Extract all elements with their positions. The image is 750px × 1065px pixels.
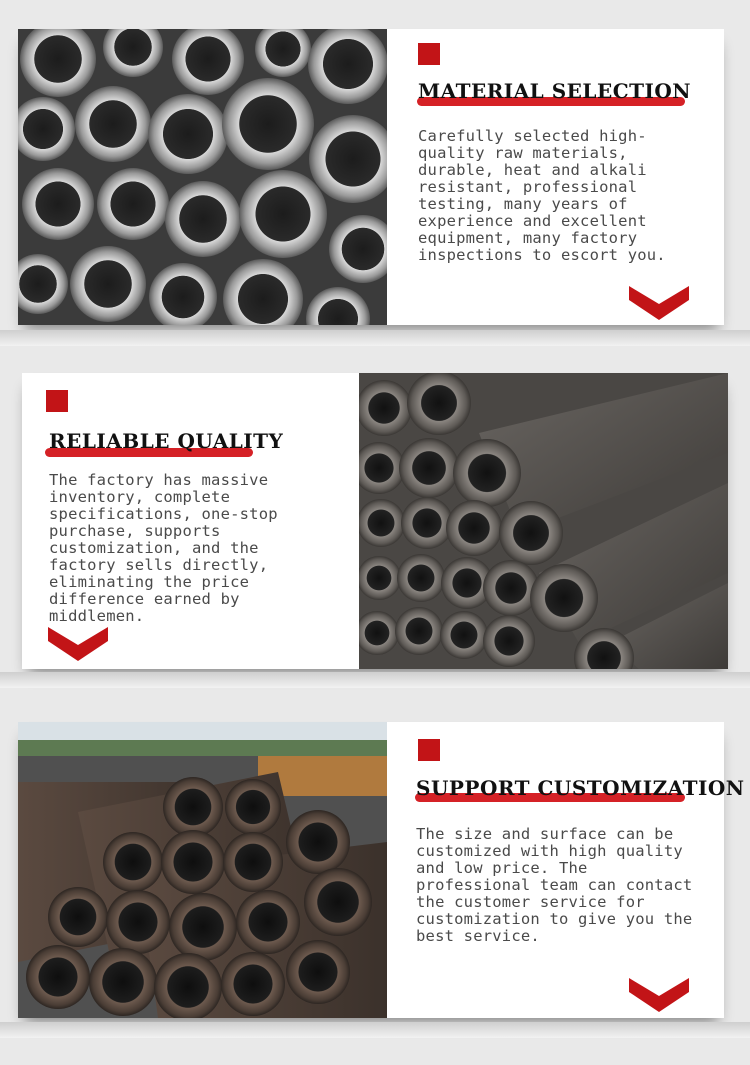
chevron-down-icon[interactable] [629,978,689,1012]
section-description: Carefully selected high-quality raw materials, durable, heat and alkali resistant, professional testing, many years of experience and excellent equipment, many factory inspections to escort you. [418,127,666,264]
section-divider [0,1022,750,1038]
red-square-icon [418,43,440,65]
chevron-down-icon[interactable] [629,286,689,320]
red-square-icon [46,390,68,412]
steel-pipe-stack-photo [359,373,728,669]
section-title: MATERIAL SELECTION [418,79,692,103]
steel-pipe-ends-photo [18,29,387,325]
section-text-column [387,29,724,325]
section-support-customization [18,722,745,1018]
section-text-column [22,373,359,669]
section-description: The factory has massive inventory, complete specifications, one-stop purchase, supports customization, and the factory sells directly, eliminating the price difference earned by middlemen. [49,471,278,625]
section-description: The size and surface can be customized with high quality and low price. The professional team can contact the customer service for customization to give you the best service. [416,825,693,945]
chevron-down-icon[interactable] [48,627,108,661]
section-divider [0,330,750,346]
section-divider [0,672,750,688]
section-title: RELIABLE QUALITY [49,429,284,453]
steel-pipe-yard-photo [18,722,387,1018]
section-reliable-quality [22,373,728,669]
section-title: SUPPORT CUSTOMIZATION [416,776,745,800]
red-square-icon [418,739,440,761]
section-text-column [387,722,745,1018]
section-material-selection [18,29,724,325]
